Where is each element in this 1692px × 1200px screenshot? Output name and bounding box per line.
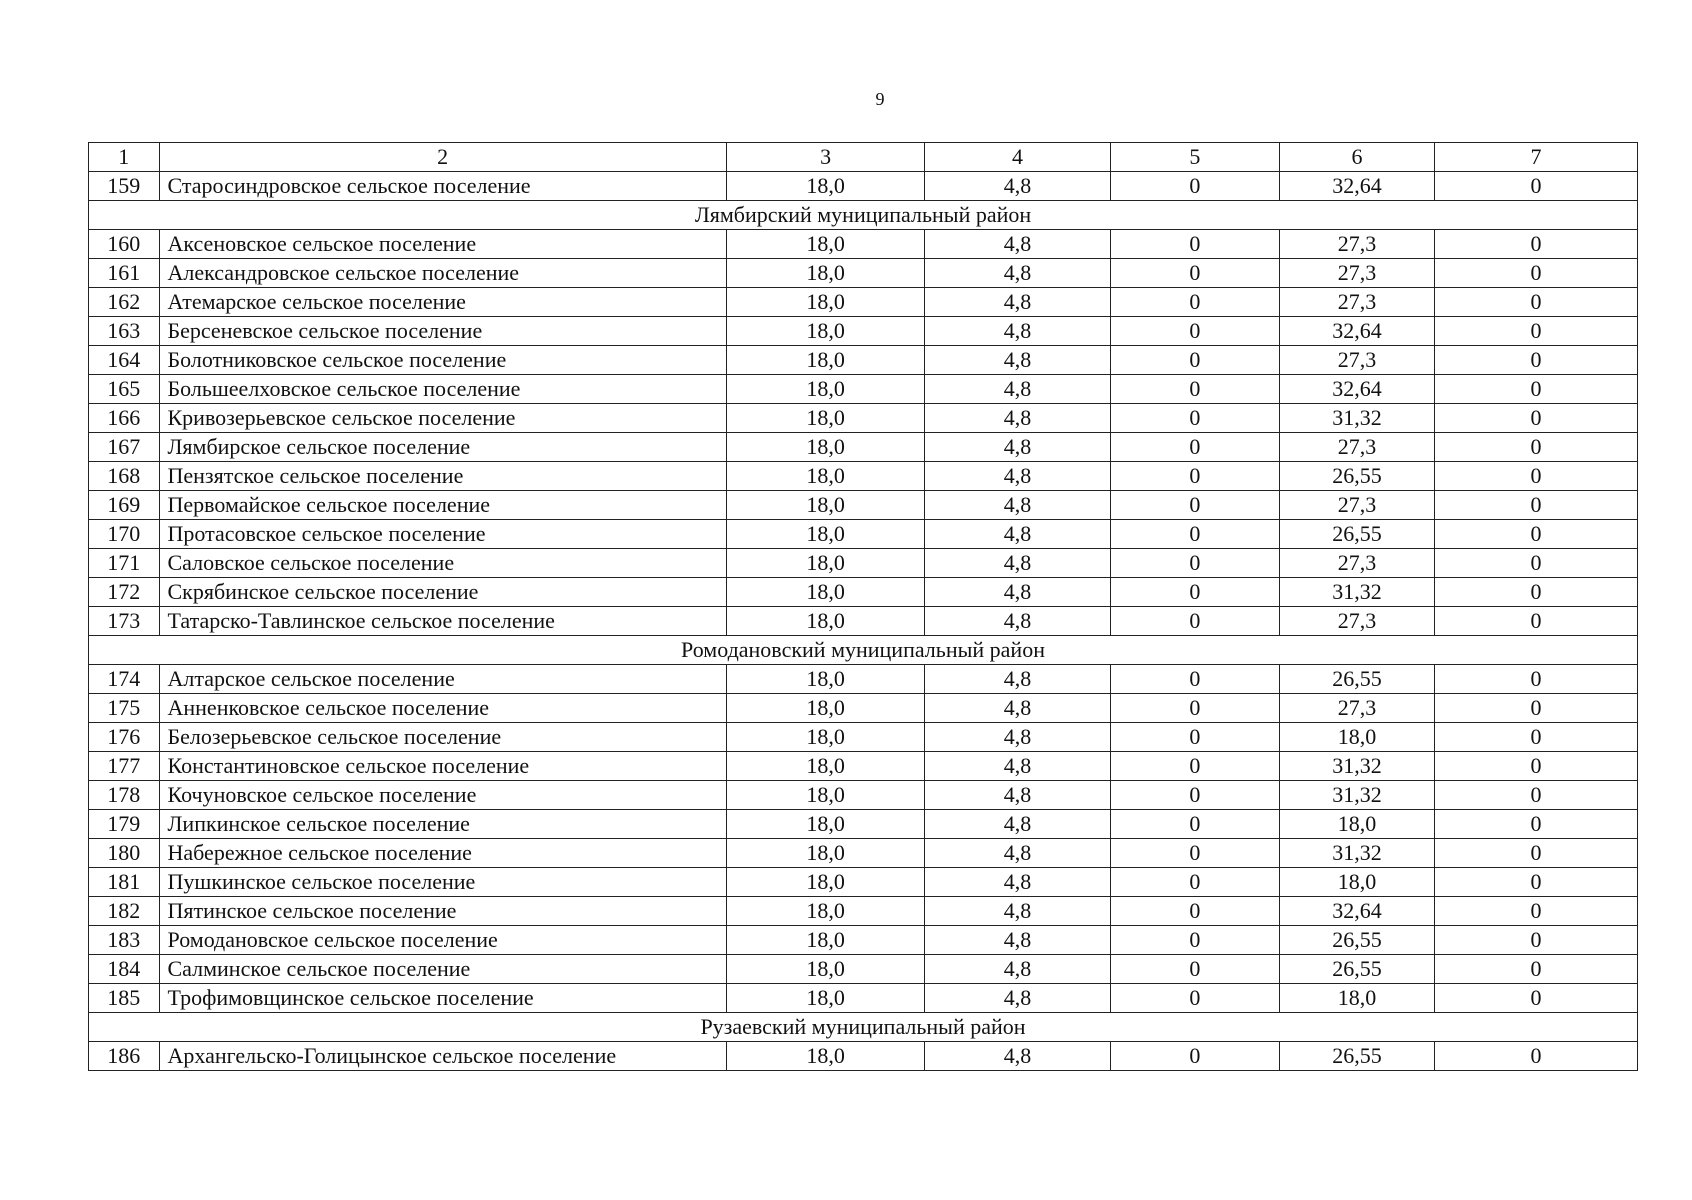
- value-col-5: 0: [1110, 404, 1279, 433]
- settlement-name: Ромодановское сельское поселение: [159, 926, 726, 955]
- value-col-3: 18,0: [726, 288, 925, 317]
- value-col-5: 0: [1110, 317, 1279, 346]
- settlement-name: Александровское сельское поселение: [159, 259, 726, 288]
- row-number: 178: [89, 781, 160, 810]
- value-col-7: 0: [1435, 752, 1638, 781]
- district-title: Ромодановский муниципальный район: [89, 636, 1638, 665]
- row-number: 180: [89, 839, 160, 868]
- value-col-6: 26,55: [1280, 955, 1435, 984]
- value-col-5: 0: [1110, 346, 1279, 375]
- value-col-7: 0: [1435, 288, 1638, 317]
- value-col-3: 18,0: [726, 433, 925, 462]
- value-col-7: 0: [1435, 317, 1638, 346]
- table-row: [89, 868, 1638, 897]
- settlement-name: Алтарское сельское поселение: [159, 665, 726, 694]
- value-col-7: 0: [1435, 433, 1638, 462]
- value-col-7: 0: [1435, 375, 1638, 404]
- value-col-4: 4,8: [925, 317, 1110, 346]
- settlement-name: Первомайское сельское поселение: [159, 491, 726, 520]
- table-row: [89, 781, 1638, 810]
- value-col-7: 0: [1435, 839, 1638, 868]
- value-col-4: 4,8: [925, 665, 1110, 694]
- row-number: 179: [89, 810, 160, 839]
- value-col-4: 4,8: [925, 375, 1110, 404]
- value-col-4: 4,8: [925, 462, 1110, 491]
- row-number: 168: [89, 462, 160, 491]
- value-col-3: 18,0: [726, 984, 925, 1013]
- table-body: [89, 143, 1638, 1071]
- settlement-name: Аксеновское сельское поселение: [159, 230, 726, 259]
- settlement-name: Пензятское сельское поселение: [159, 462, 726, 491]
- row-number: 181: [89, 868, 160, 897]
- value-col-6: 26,55: [1280, 665, 1435, 694]
- table-row: [89, 723, 1638, 752]
- table-row: [89, 607, 1638, 636]
- settlement-name: Кочуновское сельское поселение: [159, 781, 726, 810]
- value-col-7: 0: [1435, 810, 1638, 839]
- value-col-3: 18,0: [726, 694, 925, 723]
- row-number: 185: [89, 984, 160, 1013]
- value-col-6: 32,64: [1280, 317, 1435, 346]
- row-number: 164: [89, 346, 160, 375]
- table-row: [89, 549, 1638, 578]
- value-col-4: 4,8: [925, 839, 1110, 868]
- value-col-3: 18,0: [726, 723, 925, 752]
- row-number: 172: [89, 578, 160, 607]
- value-col-6: 31,32: [1280, 839, 1435, 868]
- value-col-6: 26,55: [1280, 520, 1435, 549]
- value-col-3: 18,0: [726, 1042, 925, 1071]
- settlement-name: Трофимовщинское сельское поселение: [159, 984, 726, 1013]
- table-row: [89, 491, 1638, 520]
- value-col-4: 4,8: [925, 230, 1110, 259]
- value-col-6: 27,3: [1280, 491, 1435, 520]
- settlement-name: Большеелховское сельское поселение: [159, 375, 726, 404]
- value-col-7: 0: [1435, 549, 1638, 578]
- value-col-3: 18,0: [726, 955, 925, 984]
- row-number: 170: [89, 520, 160, 549]
- value-col-4: 4,8: [925, 578, 1110, 607]
- value-col-6: 27,3: [1280, 607, 1435, 636]
- district-title: Рузаевский муниципальный район: [89, 1013, 1638, 1042]
- value-col-3: 18,0: [726, 810, 925, 839]
- value-col-6: 26,55: [1280, 926, 1435, 955]
- value-col-5: 0: [1110, 433, 1279, 462]
- value-col-7: 0: [1435, 665, 1638, 694]
- table-row: [89, 578, 1638, 607]
- value-col-6: 27,3: [1280, 259, 1435, 288]
- value-col-3: 18,0: [726, 926, 925, 955]
- value-col-4: 4,8: [925, 694, 1110, 723]
- table-header-row: [89, 143, 1638, 172]
- row-number: 162: [89, 288, 160, 317]
- value-col-7: 0: [1435, 404, 1638, 433]
- value-col-6: 32,64: [1280, 172, 1435, 201]
- value-col-7: 0: [1435, 491, 1638, 520]
- value-col-5: 0: [1110, 694, 1279, 723]
- value-col-5: 0: [1110, 868, 1279, 897]
- value-col-4: 4,8: [925, 607, 1110, 636]
- value-col-6: 18,0: [1280, 868, 1435, 897]
- table-row: [89, 984, 1638, 1013]
- value-col-5: 0: [1110, 781, 1279, 810]
- value-col-7: 0: [1435, 520, 1638, 549]
- value-col-6: 18,0: [1280, 984, 1435, 1013]
- row-number: 177: [89, 752, 160, 781]
- value-col-7: 0: [1435, 694, 1638, 723]
- data-table: [88, 142, 1638, 1071]
- value-col-4: 4,8: [925, 1042, 1110, 1071]
- settlement-name: Кривозерьевское сельское поселение: [159, 404, 726, 433]
- row-number: 174: [89, 665, 160, 694]
- header-cell: 2: [159, 143, 726, 172]
- value-col-7: 0: [1435, 984, 1638, 1013]
- value-col-5: 0: [1110, 955, 1279, 984]
- row-number: 169: [89, 491, 160, 520]
- value-col-7: 0: [1435, 955, 1638, 984]
- value-col-3: 18,0: [726, 607, 925, 636]
- value-col-7: 0: [1435, 346, 1638, 375]
- value-col-7: 0: [1435, 1042, 1638, 1071]
- value-col-7: 0: [1435, 462, 1638, 491]
- value-col-6: 31,32: [1280, 578, 1435, 607]
- value-col-5: 0: [1110, 1042, 1279, 1071]
- table-row: [89, 520, 1638, 549]
- value-col-4: 4,8: [925, 433, 1110, 462]
- value-col-6: 27,3: [1280, 549, 1435, 578]
- table-row: [89, 375, 1638, 404]
- table-row: [89, 433, 1638, 462]
- table-row: [89, 752, 1638, 781]
- value-col-5: 0: [1110, 520, 1279, 549]
- district-header-row: [89, 636, 1638, 665]
- value-col-5: 0: [1110, 897, 1279, 926]
- value-col-4: 4,8: [925, 897, 1110, 926]
- table-row: [89, 404, 1638, 433]
- table-row: [89, 839, 1638, 868]
- value-col-4: 4,8: [925, 259, 1110, 288]
- value-col-4: 4,8: [925, 346, 1110, 375]
- value-col-4: 4,8: [925, 549, 1110, 578]
- row-number: 176: [89, 723, 160, 752]
- value-col-6: 27,3: [1280, 230, 1435, 259]
- row-number: 175: [89, 694, 160, 723]
- row-number: 160: [89, 230, 160, 259]
- table-row: [89, 462, 1638, 491]
- value-col-5: 0: [1110, 926, 1279, 955]
- row-number: 171: [89, 549, 160, 578]
- row-number: 159: [89, 172, 160, 201]
- page-number: 9: [875, 89, 885, 109]
- value-col-3: 18,0: [726, 462, 925, 491]
- value-col-7: 0: [1435, 578, 1638, 607]
- settlement-name: Скрябинское сельское поселение: [159, 578, 726, 607]
- table-row: [89, 810, 1638, 839]
- value-col-6: 18,0: [1280, 810, 1435, 839]
- value-col-3: 18,0: [726, 172, 925, 201]
- value-col-3: 18,0: [726, 491, 925, 520]
- value-col-6: 27,3: [1280, 346, 1435, 375]
- value-col-3: 18,0: [726, 520, 925, 549]
- settlement-name: Липкинское сельское поселение: [159, 810, 726, 839]
- settlement-name: Пятинское сельское поселение: [159, 897, 726, 926]
- value-col-5: 0: [1110, 665, 1279, 694]
- value-col-5: 0: [1110, 723, 1279, 752]
- row-number: 184: [89, 955, 160, 984]
- value-col-7: 0: [1435, 259, 1638, 288]
- settlement-name: Лямбирское сельское поселение: [159, 433, 726, 462]
- table-row: [89, 259, 1638, 288]
- settlement-name: Анненковское сельское поселение: [159, 694, 726, 723]
- value-col-5: 0: [1110, 172, 1279, 201]
- value-col-3: 18,0: [726, 549, 925, 578]
- value-col-5: 0: [1110, 839, 1279, 868]
- table-row: [89, 1042, 1638, 1071]
- row-number: 165: [89, 375, 160, 404]
- value-col-4: 4,8: [925, 288, 1110, 317]
- value-col-6: 31,32: [1280, 781, 1435, 810]
- value-col-6: 27,3: [1280, 288, 1435, 317]
- settlement-name: Татарско-Тавлинское сельское поселение: [159, 607, 726, 636]
- value-col-3: 18,0: [726, 868, 925, 897]
- header-cell: 3: [726, 143, 925, 172]
- settlement-name: Салминское сельское поселение: [159, 955, 726, 984]
- value-col-5: 0: [1110, 288, 1279, 317]
- value-col-3: 18,0: [726, 317, 925, 346]
- value-col-4: 4,8: [925, 723, 1110, 752]
- settlement-name: Набережное сельское поселение: [159, 839, 726, 868]
- header-cell: 4: [925, 143, 1110, 172]
- table-row: [89, 955, 1638, 984]
- value-col-6: 32,64: [1280, 897, 1435, 926]
- settlement-name: Болотниковское сельское поселение: [159, 346, 726, 375]
- table-row: [89, 317, 1638, 346]
- value-col-4: 4,8: [925, 984, 1110, 1013]
- value-col-5: 0: [1110, 375, 1279, 404]
- table-row: [89, 230, 1638, 259]
- value-col-7: 0: [1435, 172, 1638, 201]
- table-row: [89, 172, 1638, 201]
- header-cell: 1: [89, 143, 160, 172]
- table-row: [89, 694, 1638, 723]
- settlement-name: Саловское сельское поселение: [159, 549, 726, 578]
- value-col-5: 0: [1110, 607, 1279, 636]
- table-row: [89, 346, 1638, 375]
- value-col-6: 26,55: [1280, 462, 1435, 491]
- value-col-4: 4,8: [925, 810, 1110, 839]
- value-col-6: 27,3: [1280, 433, 1435, 462]
- value-col-3: 18,0: [726, 346, 925, 375]
- value-col-4: 4,8: [925, 868, 1110, 897]
- value-col-5: 0: [1110, 462, 1279, 491]
- value-col-7: 0: [1435, 868, 1638, 897]
- row-number: 186: [89, 1042, 160, 1071]
- row-number: 167: [89, 433, 160, 462]
- value-col-7: 0: [1435, 781, 1638, 810]
- value-col-3: 18,0: [726, 578, 925, 607]
- row-number: 166: [89, 404, 160, 433]
- value-col-3: 18,0: [726, 897, 925, 926]
- value-col-7: 0: [1435, 230, 1638, 259]
- value-col-7: 0: [1435, 897, 1638, 926]
- table-row: [89, 288, 1638, 317]
- value-col-6: 31,32: [1280, 404, 1435, 433]
- row-number: 173: [89, 607, 160, 636]
- table-row: [89, 926, 1638, 955]
- value-col-3: 18,0: [726, 375, 925, 404]
- value-col-7: 0: [1435, 723, 1638, 752]
- value-col-5: 0: [1110, 752, 1279, 781]
- value-col-4: 4,8: [925, 955, 1110, 984]
- row-number: 161: [89, 259, 160, 288]
- value-col-5: 0: [1110, 549, 1279, 578]
- value-col-4: 4,8: [925, 404, 1110, 433]
- table-row: [89, 665, 1638, 694]
- value-col-4: 4,8: [925, 520, 1110, 549]
- value-col-3: 18,0: [726, 230, 925, 259]
- value-col-3: 18,0: [726, 752, 925, 781]
- value-col-4: 4,8: [925, 491, 1110, 520]
- value-col-4: 4,8: [925, 752, 1110, 781]
- row-number: 183: [89, 926, 160, 955]
- settlement-name: Протасовское сельское поселение: [159, 520, 726, 549]
- district-header-row: [89, 201, 1638, 230]
- settlement-name: Атемарское сельское поселение: [159, 288, 726, 317]
- value-col-5: 0: [1110, 230, 1279, 259]
- value-col-6: 26,55: [1280, 1042, 1435, 1071]
- value-col-3: 18,0: [726, 259, 925, 288]
- settlement-name: Пушкинское сельское поселение: [159, 868, 726, 897]
- value-col-6: 31,32: [1280, 752, 1435, 781]
- value-col-5: 0: [1110, 578, 1279, 607]
- value-col-7: 0: [1435, 926, 1638, 955]
- value-col-5: 0: [1110, 984, 1279, 1013]
- value-col-5: 0: [1110, 259, 1279, 288]
- value-col-7: 0: [1435, 607, 1638, 636]
- value-col-4: 4,8: [925, 926, 1110, 955]
- settlement-name: Архангельско-Голицынское сельское поселение: [159, 1042, 726, 1071]
- settlement-name: Константиновское сельское поселение: [159, 752, 726, 781]
- header-cell: 7: [1435, 143, 1638, 172]
- table-row: [89, 897, 1638, 926]
- value-col-6: 27,3: [1280, 694, 1435, 723]
- value-col-3: 18,0: [726, 781, 925, 810]
- row-number: 163: [89, 317, 160, 346]
- value-col-6: 32,64: [1280, 375, 1435, 404]
- district-title: Лямбирский муниципальный район: [89, 201, 1638, 230]
- settlement-name: Старосиндровское сельское поселение: [159, 172, 726, 201]
- row-number: 182: [89, 897, 160, 926]
- value-col-3: 18,0: [726, 839, 925, 868]
- value-col-3: 18,0: [726, 665, 925, 694]
- header-cell: 6: [1280, 143, 1435, 172]
- district-header-row: [89, 1013, 1638, 1042]
- header-cell: 5: [1110, 143, 1279, 172]
- settlement-name: Берсеневское сельское поселение: [159, 317, 726, 346]
- value-col-5: 0: [1110, 810, 1279, 839]
- value-col-3: 18,0: [726, 404, 925, 433]
- value-col-4: 4,8: [925, 172, 1110, 201]
- value-col-5: 0: [1110, 491, 1279, 520]
- value-col-4: 4,8: [925, 781, 1110, 810]
- settlement-name: Белозерьевское сельское поселение: [159, 723, 726, 752]
- value-col-6: 18,0: [1280, 723, 1435, 752]
